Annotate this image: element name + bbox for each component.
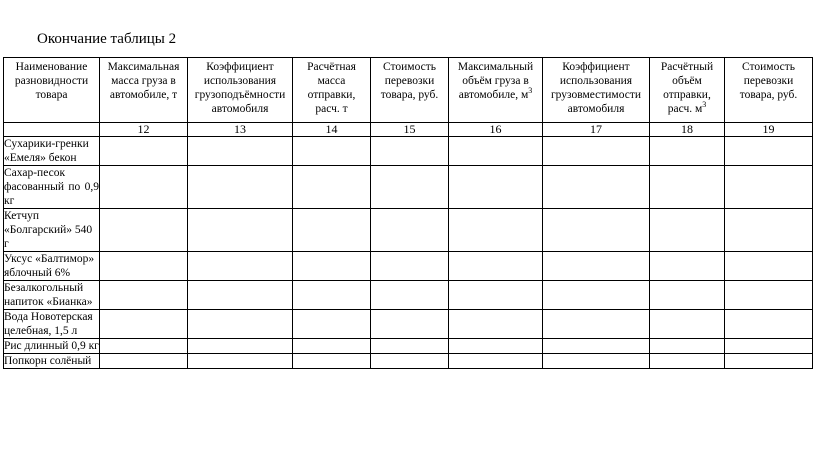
table-cell xyxy=(725,252,813,281)
table-cell xyxy=(100,252,188,281)
table-cell xyxy=(100,209,188,252)
table-cell xyxy=(371,209,449,252)
table-cell xyxy=(543,166,650,209)
table-cell xyxy=(543,339,650,354)
table-cell xyxy=(100,137,188,166)
table-cell xyxy=(188,137,293,166)
table-cell xyxy=(650,281,725,310)
table-cell xyxy=(449,209,543,252)
table-cell xyxy=(650,310,725,339)
table-row xyxy=(4,339,813,354)
table-cell xyxy=(100,354,188,369)
table-cell xyxy=(371,137,449,166)
table-cell xyxy=(543,252,650,281)
product-name: Уксус «Балтимор» яблочный 6% xyxy=(4,252,100,281)
table-row xyxy=(4,209,813,252)
table-cell xyxy=(449,339,543,354)
table-row xyxy=(4,281,813,310)
table-row xyxy=(4,137,813,166)
product-name: Безалкогольный напиток «Бианка» xyxy=(4,281,100,310)
table-row xyxy=(4,166,813,209)
column-number: 15 xyxy=(371,123,449,137)
table-cell xyxy=(543,310,650,339)
product-name: Рис длинный 0,9 кг xyxy=(4,340,99,352)
table-cell xyxy=(188,166,293,209)
table-cell xyxy=(371,310,449,339)
table-cell xyxy=(449,137,543,166)
table-cell xyxy=(725,209,813,252)
table-cell xyxy=(188,281,293,310)
table-cell xyxy=(293,354,371,369)
table-cell xyxy=(371,339,449,354)
table-cell xyxy=(449,354,543,369)
table-cell xyxy=(725,166,813,209)
column-number: 13 xyxy=(188,123,293,137)
table-cell xyxy=(543,354,650,369)
table-cell xyxy=(100,339,188,354)
table-cell xyxy=(293,137,371,166)
table-cell xyxy=(543,209,650,252)
table-cell xyxy=(293,209,371,252)
column-header: Расчётная масса отправки, расч. т xyxy=(293,58,371,123)
table-cell xyxy=(100,166,188,209)
column-header: Максимальный объём груза в автомобиле, $м^3$ xyxy=(449,58,543,123)
table-cell xyxy=(293,281,371,310)
column-number: 19 xyxy=(725,123,813,137)
column-header: Коэффициент использования грузоподъёмности автомобиля xyxy=(188,58,293,123)
table-cell xyxy=(100,281,188,310)
superscript: 3 xyxy=(702,100,707,110)
table-cell xyxy=(650,354,725,369)
table-cell xyxy=(449,281,543,310)
table-cell xyxy=(650,209,725,252)
table-cell xyxy=(543,281,650,310)
table-cell xyxy=(725,137,813,166)
table-cell xyxy=(293,166,371,209)
column-header: Максимальная масса груза в автомобиле, т xyxy=(100,58,188,123)
table-row xyxy=(4,252,813,281)
table-cell xyxy=(293,310,371,339)
table-cell xyxy=(188,310,293,339)
table-cell xyxy=(100,310,188,339)
table-cell xyxy=(449,310,543,339)
table-cell xyxy=(188,209,293,252)
product-name: Попкорн солёный xyxy=(4,354,100,369)
table-cell xyxy=(188,354,293,369)
column-number: 17 xyxy=(543,123,650,137)
column-number: 16 xyxy=(449,123,543,137)
superscript: 3 xyxy=(528,86,533,96)
column-header: Стоимость перевозки товара, руб. xyxy=(725,58,813,123)
table-cell xyxy=(650,166,725,209)
table-cell xyxy=(650,339,725,354)
table-cell xyxy=(725,354,813,369)
table-cell xyxy=(371,252,449,281)
table-row xyxy=(4,310,813,339)
column-number xyxy=(4,123,100,137)
column-header: Коэффициент использования грузовместимости автомобиля xyxy=(543,58,650,123)
table-cell xyxy=(725,339,813,354)
column-header: Расчётный объём отправки, расч. $м^3$ xyxy=(650,58,725,123)
column-header: Наименование разновидности товара xyxy=(4,58,100,123)
product-name: Сахар-песок фасованный по 0,9 кг xyxy=(4,167,99,207)
table-cell xyxy=(449,252,543,281)
table-cell xyxy=(725,310,813,339)
table-cell xyxy=(725,281,813,310)
data-table xyxy=(3,57,813,369)
column-header: Стоимость перевозки товара, руб. xyxy=(371,58,449,123)
table-cell xyxy=(371,354,449,369)
table-cell xyxy=(371,166,449,209)
product-name: Кетчуп «Болгарский» 540 г xyxy=(4,209,100,252)
table-caption: Окончание таблицы 2 xyxy=(37,31,177,47)
table-cell xyxy=(650,252,725,281)
table-cell xyxy=(449,166,543,209)
table-cell xyxy=(371,281,449,310)
table-cell xyxy=(293,339,371,354)
table-cell xyxy=(293,252,371,281)
table-cell xyxy=(188,339,293,354)
product-name: Сухарики-гренки «Емеля» бекон xyxy=(4,137,100,166)
column-number-row xyxy=(4,123,813,137)
table-cell xyxy=(188,252,293,281)
product-name: Вода Новотерская целебная, 1,5 л xyxy=(4,310,100,339)
column-number: 18 xyxy=(650,123,725,137)
column-number: 14 xyxy=(293,123,371,137)
column-number: 12 xyxy=(100,123,188,137)
header-row xyxy=(4,58,813,123)
table-cell xyxy=(650,137,725,166)
table-cell xyxy=(543,137,650,166)
table-row xyxy=(4,354,813,369)
